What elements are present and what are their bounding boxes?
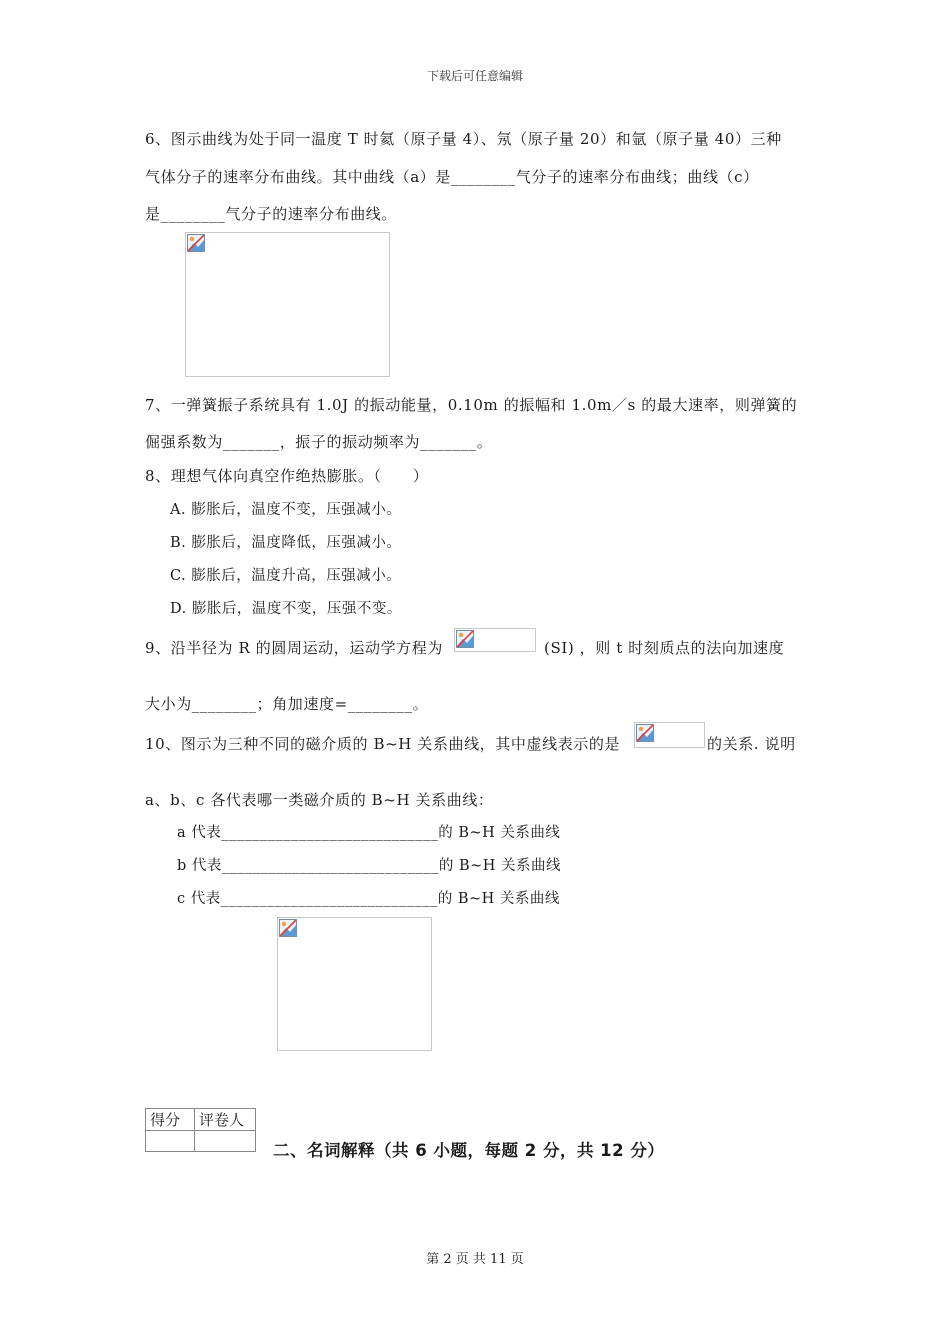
broken-image-icon <box>636 724 654 742</box>
q8-stem: 8、理想气体向真空作绝热膨胀。（ ） <box>145 467 429 485</box>
score-table <box>145 1108 256 1152</box>
q10-line-1-start: 10、图示为三种不同的磁介质的 B~H 关系曲线，其中虚线表示的是 <box>145 735 621 753</box>
q8-option-d: D. 膨胀后，温度不变，压强不变。 <box>170 601 402 617</box>
q10-item-c: c 代表____________________________的 B~H 关系曲线 <box>177 891 560 907</box>
q6-line-3: 是________气分子的速率分布曲线。 <box>145 205 398 223</box>
q9-equation-image-placeholder <box>454 628 536 652</box>
q9-line-2: 大小为________；角加速度=________。 <box>145 695 429 713</box>
q6-figure-placeholder <box>185 232 390 377</box>
q9-line-1-start: 9、沿半径为 R 的圆周运动，运动学方程为 <box>145 639 443 657</box>
q7-line-1: 7、一弹簧振子系统具有 1.0J 的振动能量，0.10m 的振幅和 1.0m／s 的最大速率，则弹簧的 <box>145 396 798 414</box>
q10-line-2: a、b、c 各代表哪一类磁介质的 B~H 关系曲线： <box>145 791 494 809</box>
q10-figure-placeholder <box>277 917 432 1051</box>
q7-line-2: 倔强系数为_______，振子的振动频率为_______。 <box>145 433 493 451</box>
page-footer: 第 2 页 共 11 页 <box>426 1252 524 1267</box>
q6-line-1: 6、图示曲线为处于同一温度 T 时氦（原子量 4）、氖（原子量 20）和氩（原子量 40）三种 <box>145 130 782 148</box>
score-header: 得分 <box>146 1109 195 1131</box>
q10-item-b: b 代表____________________________的 B~H 关系曲线 <box>177 858 562 874</box>
q6-line-2: 气体分子的速率分布曲线。其中曲线（a）是________气分子的速率分布曲线；曲线（c） <box>145 168 759 186</box>
grader-cell[interactable] <box>195 1131 256 1152</box>
broken-image-icon <box>279 919 297 937</box>
q10-item-a: a 代表____________________________的 B~H 关系曲线 <box>177 825 561 841</box>
q10-line-1-end: 的关系. 说明 <box>707 735 796 753</box>
section-2-title: 二、名词解释（共 6 小题，每题 2 分，共 12 分） <box>273 1141 665 1160</box>
broken-image-icon <box>456 630 474 648</box>
q9-line-1-end: (SI) ，则 t 时刻质点的法向加速度 <box>544 639 785 657</box>
page-header: 下载后可任意编辑 <box>426 69 523 83</box>
q10-inline-image-placeholder <box>634 722 705 748</box>
q8-option-b: B. 膨胀后，温度降低，压强减小。 <box>170 535 402 551</box>
grader-header: 评卷人 <box>195 1109 256 1131</box>
q8-option-c: C. 膨胀后，温度升高，压强减小。 <box>170 568 402 584</box>
score-cell[interactable] <box>146 1131 195 1152</box>
broken-image-icon <box>187 234 205 252</box>
q8-option-a: A. 膨胀后，温度不变，压强减小。 <box>170 502 402 518</box>
